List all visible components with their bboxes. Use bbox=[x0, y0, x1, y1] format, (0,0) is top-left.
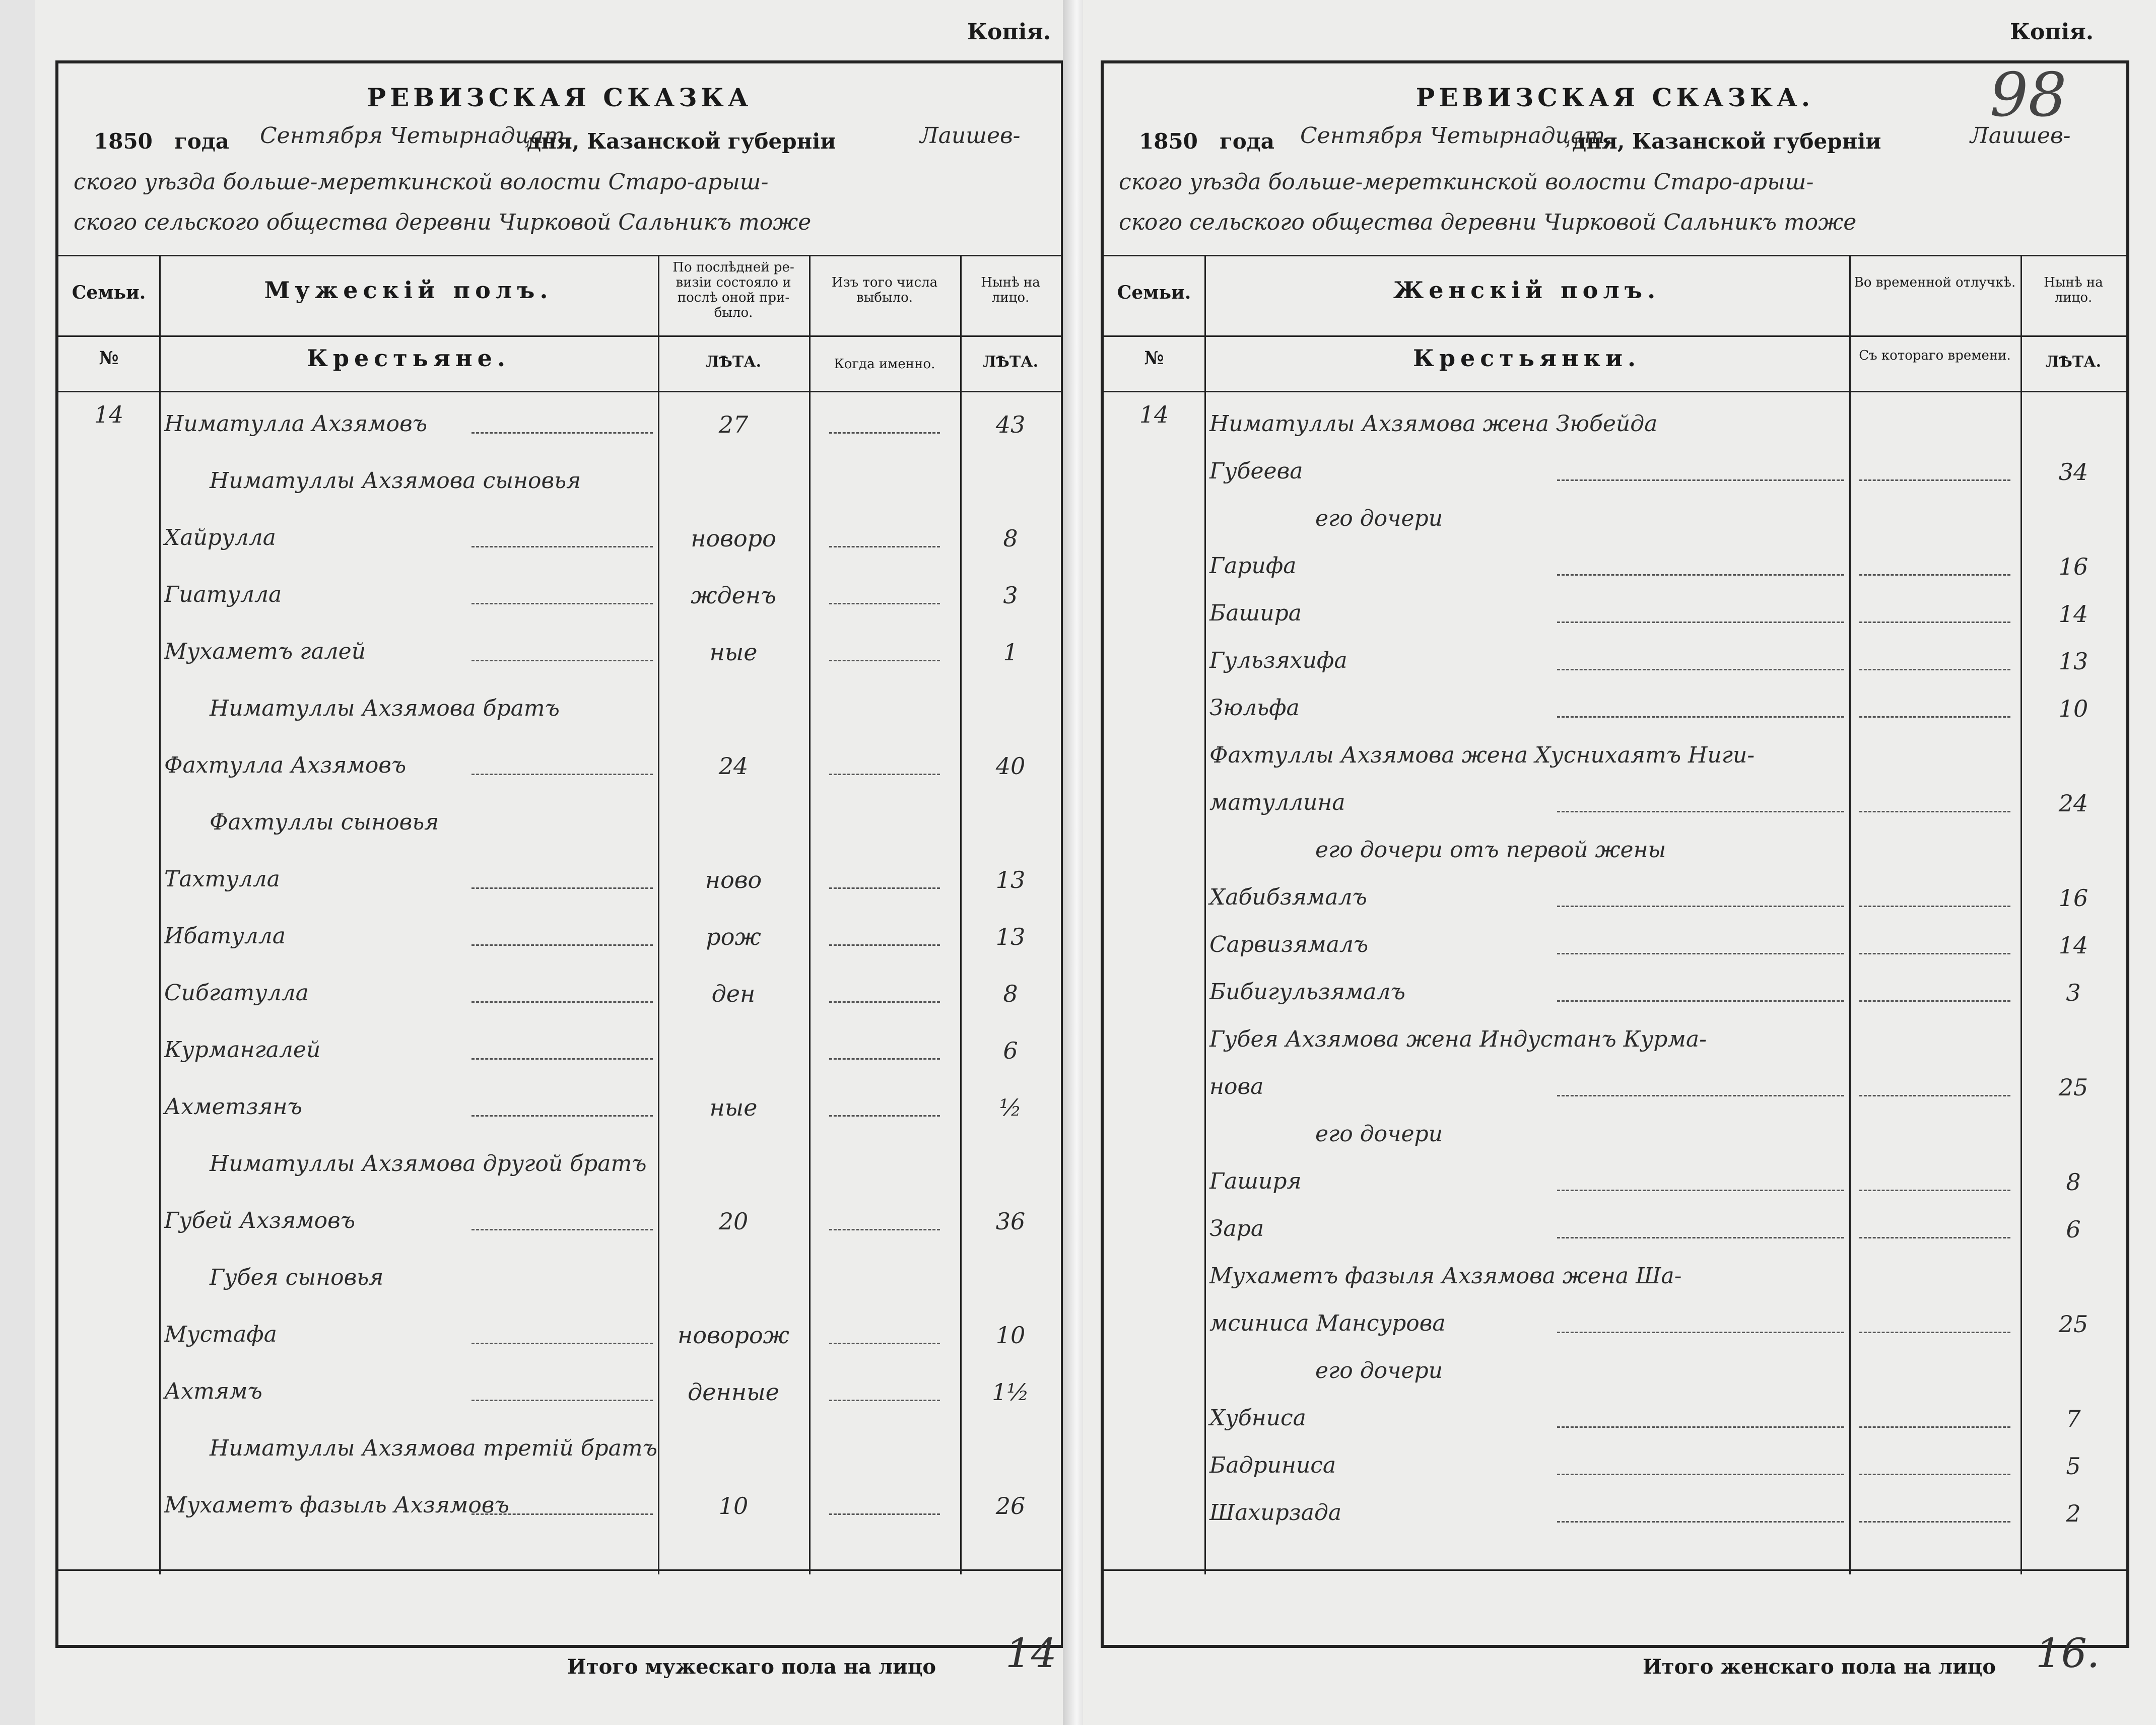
right-row-dash bbox=[1557, 906, 1844, 908]
right-row-now-age: 6 bbox=[2066, 1216, 2081, 1243]
right-row-dash bbox=[1557, 953, 1844, 955]
right-header-goda: года bbox=[1220, 129, 1274, 154]
left-row-name: Ниматулла Ахзямовъ bbox=[164, 411, 428, 437]
left-row-now-age: 1½ bbox=[992, 1378, 1029, 1406]
left-copy-label: Копія. bbox=[967, 19, 1051, 45]
left-header-hand-line3: ского сельского общества деревни Чирковой Сальникъ тоже bbox=[74, 210, 812, 235]
left-row-now-age: 26 bbox=[995, 1492, 1026, 1520]
left-sub-no: № bbox=[99, 348, 119, 369]
left-row-last-revision: денные bbox=[688, 1378, 779, 1406]
left-row-last-revision: ден bbox=[711, 980, 756, 1007]
right-row-otluchka-dash bbox=[1859, 1474, 2010, 1476]
left-sub-leta2: ЛѢТА. bbox=[982, 353, 1039, 371]
left-row-dash bbox=[471, 546, 653, 548]
right-copy-label: Копія. bbox=[2010, 19, 2094, 45]
right-row-name: Бибигульзямалъ bbox=[1209, 979, 1405, 1005]
right-row-dash bbox=[1557, 1190, 1844, 1192]
right-row-dash bbox=[1557, 479, 1844, 482]
right-header-hand-line2: ского уѣзда больше-мереткинской волости Старо-арыш- bbox=[1119, 169, 1814, 195]
left-row-now-age: 36 bbox=[995, 1208, 1026, 1235]
right-family-number: 14 bbox=[1139, 401, 1169, 428]
left-col-vybylo: Изъ того числа выбыло. bbox=[831, 275, 938, 305]
left-header-hand-line1: Лаишев- bbox=[920, 123, 1021, 149]
right-row-name: нова bbox=[1209, 1074, 1264, 1099]
left-row-dash bbox=[471, 1001, 653, 1004]
left-table-top-rule bbox=[58, 255, 1061, 256]
left-row-now-age: 6 bbox=[1003, 1037, 1018, 1064]
right-row-otluchka-dash bbox=[1859, 479, 2010, 482]
right-row-now-age: 13 bbox=[2058, 648, 2088, 675]
left-row-name: Хайрулла bbox=[164, 525, 276, 550]
right-total-value: 16. bbox=[2036, 1630, 2100, 1677]
left-row-name: Мухаметъ галей bbox=[164, 639, 366, 664]
right-row-now-age: 25 bbox=[2058, 1310, 2088, 1338]
right-header-year: 1850 bbox=[1139, 129, 1198, 154]
right-form-title: РЕВИЗСКАЯ СКАЗКА. bbox=[1416, 83, 1814, 112]
left-row-last-revision: 20 bbox=[718, 1208, 749, 1235]
right-row-now-age: 16 bbox=[2058, 553, 2088, 580]
right-col-divider-2 bbox=[1849, 255, 1851, 1574]
right-row-name: Сарвизямалъ bbox=[1209, 932, 1369, 957]
left-row-vybylo-dash bbox=[829, 944, 940, 947]
left-row-name: Ибатулла bbox=[164, 923, 286, 949]
right-row-name: Зюльфа bbox=[1209, 695, 1300, 721]
left-row-name: Мухаметъ фазыль Ахзямовъ bbox=[164, 1492, 509, 1518]
left-row-last-revision: ные bbox=[709, 1094, 758, 1121]
left-row-last-revision: ново bbox=[705, 866, 762, 893]
left-row-name: Фахтулла Ахзямовъ bbox=[164, 752, 407, 778]
right-row-otluchka-dash bbox=[1859, 1426, 2010, 1429]
right-header-hand-line1: Лаишев- bbox=[1970, 123, 2071, 149]
left-row-vybylo-dash bbox=[829, 1343, 940, 1345]
left-row-now-age: 8 bbox=[1003, 980, 1018, 1007]
right-row-name: Фахтуллы Ахзямова жена Хуснихаятъ Ниги- bbox=[1209, 742, 1755, 768]
left-family-number: 14 bbox=[94, 401, 124, 428]
left-row-dash bbox=[471, 1343, 653, 1345]
right-header-rule bbox=[1104, 335, 2126, 337]
left-row-dash bbox=[471, 432, 653, 435]
left-row-vybylo-dash bbox=[829, 660, 940, 662]
right-col-now: Нынѣ на лицо. bbox=[2044, 275, 2103, 305]
left-col-divider-1 bbox=[159, 255, 161, 1574]
right-row-dash bbox=[1557, 1521, 1844, 1524]
right-row-now-age: 3 bbox=[2066, 979, 2081, 1006]
right-row-name: его дочери bbox=[1315, 506, 1443, 531]
left-col-divider-4 bbox=[960, 255, 962, 1574]
left-row-last-revision: ные bbox=[709, 639, 758, 666]
right-row-dash bbox=[1557, 622, 1844, 624]
left-row-name: Ахметзянъ bbox=[164, 1094, 302, 1120]
left-row-name: Курмангалей bbox=[164, 1037, 321, 1063]
right-row-otluchka-dash bbox=[1859, 622, 2010, 624]
left-row-last-revision: жденъ bbox=[691, 582, 776, 609]
left-row-name: Мустафа bbox=[164, 1322, 277, 1347]
left-row-last-revision: новорож bbox=[678, 1322, 789, 1349]
left-row-dash bbox=[471, 1400, 653, 1402]
right-row-name: его дочери bbox=[1315, 1121, 1443, 1147]
right-sub-since: Съ котораго времени. bbox=[1859, 348, 2011, 363]
left-row-last-revision: новоро bbox=[691, 525, 776, 552]
right-row-now-age: 24 bbox=[2058, 790, 2088, 817]
right-row-name: его дочери bbox=[1315, 1358, 1443, 1384]
left-header-date-handwritten: Сентября Четырнадцат. bbox=[260, 123, 572, 149]
left-row-name: Губей Ахзямовъ bbox=[164, 1208, 356, 1233]
right-row-now-age: 16 bbox=[2058, 884, 2088, 912]
right-row-now-age: 14 bbox=[2058, 600, 2088, 628]
right-row-otluchka-dash bbox=[1859, 1190, 2010, 1192]
left-col-last-revision: По послѣдней ре-визіи состояло и послѣ оной при-было. bbox=[672, 260, 794, 320]
right-row-dash bbox=[1557, 1095, 1844, 1097]
left-row-vybylo-dash bbox=[829, 1058, 940, 1061]
right-header-date-handwritten: Сентября Четырнадцат. bbox=[1300, 123, 1612, 149]
left-subheader-rule bbox=[58, 391, 1061, 392]
left-header-hand-line2: ского уѣзда больше-мереткинской волости Старо-арыш- bbox=[74, 169, 769, 195]
left-row-now-age: 3 bbox=[1003, 582, 1018, 609]
left-row-vybylo-dash bbox=[829, 546, 940, 548]
left-row-name: Гиатулла bbox=[164, 582, 282, 607]
right-row-otluchka-dash bbox=[1859, 1332, 2010, 1334]
right-row-otluchka-dash bbox=[1859, 716, 2010, 719]
right-row-otluchka-dash bbox=[1859, 953, 2010, 955]
left-row-name: Ниматуллы Ахзямова другой братъ bbox=[210, 1151, 647, 1177]
right-row-now-age: 8 bbox=[2066, 1168, 2081, 1196]
right-row-otluchka-dash bbox=[1859, 906, 2010, 908]
left-row-vybylo-dash bbox=[829, 1115, 940, 1118]
left-row-now-age: 40 bbox=[995, 752, 1026, 780]
right-row-name: Ниматуллы Ахзямова жена Зюбейда bbox=[1209, 411, 1658, 437]
right-form-frame bbox=[1101, 60, 2129, 1679]
left-row-dash bbox=[471, 944, 653, 947]
right-row-name: Губеева bbox=[1209, 458, 1303, 484]
left-row-dash bbox=[471, 1058, 653, 1061]
right-row-dash bbox=[1557, 669, 1844, 671]
left-row-name: Ниматуллы Ахзямова третій братъ bbox=[210, 1435, 657, 1461]
left-row-now-age: ½ bbox=[999, 1094, 1022, 1121]
left-sub-leta: ЛѢТА. bbox=[705, 353, 762, 371]
left-row-vybylo-dash bbox=[829, 432, 940, 435]
right-row-now-age: 5 bbox=[2066, 1453, 2081, 1480]
left-col-divider-3 bbox=[809, 255, 811, 1574]
left-row-now-age: 8 bbox=[1003, 525, 1018, 552]
right-row-name: Шахирзада bbox=[1209, 1500, 1342, 1526]
left-row-vybylo-dash bbox=[829, 1229, 940, 1231]
right-table-top-rule bbox=[1104, 255, 2126, 256]
right-row-name: Губея Ахзямова жена Индустанъ Курма- bbox=[1209, 1026, 1707, 1052]
left-row-now-age: 43 bbox=[995, 411, 1026, 438]
right-sub-no: № bbox=[1144, 348, 1164, 369]
left-header-goda: года bbox=[174, 129, 229, 154]
right-row-now-age: 34 bbox=[2058, 458, 2088, 486]
right-header-hand-line3: ского сельского общества деревни Чирковой Сальникъ тоже bbox=[1119, 210, 1857, 235]
left-row-name: Тахтулла bbox=[164, 866, 280, 892]
left-row-vybylo-dash bbox=[829, 1001, 940, 1004]
right-sub-leta: ЛѢТА. bbox=[2045, 353, 2102, 371]
right-header-dnya: дня, Казанской губерніи bbox=[1572, 129, 1881, 154]
right-row-name: матуллина bbox=[1209, 790, 1345, 815]
right-row-dash bbox=[1557, 574, 1844, 577]
right-row-now-age: 7 bbox=[2066, 1405, 2081, 1432]
right-col-divider-3 bbox=[2020, 255, 2022, 1574]
right-row-otluchka-dash bbox=[1859, 1237, 2010, 1239]
left-row-dash bbox=[471, 1513, 653, 1516]
left-row-now-age: 10 bbox=[995, 1322, 1026, 1349]
right-row-dash bbox=[1557, 1332, 1844, 1334]
left-row-name: Ниматуллы Ахзямова братъ bbox=[210, 696, 560, 721]
left-row-dash bbox=[471, 1115, 653, 1118]
left-row-name: Ахтямъ bbox=[164, 1378, 262, 1404]
right-row-dash bbox=[1557, 1426, 1844, 1429]
right-col-otluchka: Во временной отлучкѣ. bbox=[1854, 275, 2016, 290]
left-col-semyi: Семьи. bbox=[72, 282, 146, 303]
right-row-name: Хабибзямалъ bbox=[1209, 884, 1367, 910]
right-row-now-age: 14 bbox=[2058, 932, 2088, 959]
right-row-name: мсиниса Мансурова bbox=[1209, 1310, 1446, 1336]
left-row-name: Фахтуллы сыновья bbox=[210, 809, 439, 835]
left-row-now-age: 13 bbox=[995, 866, 1026, 893]
left-col-now: Нынѣ на лицо. bbox=[981, 275, 1040, 305]
left-row-name: Сибгатулла bbox=[164, 980, 309, 1006]
right-row-dash bbox=[1557, 811, 1844, 813]
right-page bbox=[1083, 0, 2156, 1725]
left-row-now-age: 1 bbox=[1003, 639, 1018, 666]
right-row-now-age: 10 bbox=[2058, 695, 2088, 722]
left-row-last-revision: 10 bbox=[718, 1492, 749, 1520]
right-row-name: Башира bbox=[1209, 600, 1302, 626]
right-sub-main: Крестьянки. bbox=[1412, 344, 1641, 372]
right-subheader-rule bbox=[1104, 391, 2126, 392]
left-row-dash bbox=[471, 887, 653, 890]
left-row-dash bbox=[471, 660, 653, 662]
left-row-vybylo-dash bbox=[829, 1400, 940, 1402]
right-col-main: Женскій полъ. bbox=[1393, 277, 1661, 304]
left-row-vybylo-dash bbox=[829, 774, 940, 776]
left-row-now-age: 13 bbox=[995, 923, 1026, 950]
right-row-name: Гаширя bbox=[1209, 1168, 1302, 1194]
left-header-year: 1850 bbox=[94, 129, 153, 154]
left-table-bottom-rule bbox=[58, 1569, 1061, 1571]
left-sub-main: Крестьяне. bbox=[307, 344, 510, 372]
left-header-rule bbox=[58, 335, 1061, 337]
right-col-divider-1 bbox=[1204, 255, 1206, 1574]
right-row-otluchka-dash bbox=[1859, 811, 2010, 813]
right-row-otluchka-dash bbox=[1859, 669, 2010, 671]
right-col-semyi: Семьи. bbox=[1117, 282, 1191, 303]
left-row-dash bbox=[471, 603, 653, 605]
right-row-otluchka-dash bbox=[1859, 1000, 2010, 1003]
left-row-last-revision: рож bbox=[706, 923, 761, 950]
right-page-number-stamp: 98 bbox=[1990, 60, 2067, 130]
left-sub-kogda: Когда именно. bbox=[834, 357, 935, 372]
right-row-dash bbox=[1557, 716, 1844, 719]
left-form-title: РЕВИЗСКАЯ СКАЗКА bbox=[367, 83, 753, 112]
right-total-label: Итого женскаго пола на лицо bbox=[1643, 1655, 1996, 1679]
left-row-name: Ниматуллы Ахзямова сыновья bbox=[210, 468, 581, 494]
right-row-now-age: 2 bbox=[2066, 1500, 2081, 1527]
left-total-label: Итого мужескаго пола на лицо bbox=[567, 1655, 936, 1679]
right-row-name: Бадриниса bbox=[1209, 1453, 1336, 1478]
left-row-vybylo-dash bbox=[829, 603, 940, 605]
left-page bbox=[35, 0, 1078, 1725]
left-row-vybylo-dash bbox=[829, 887, 940, 890]
right-table-bottom-rule bbox=[1104, 1569, 2126, 1571]
right-row-name: Мухаметъ фазыля Ахзямова жена Ша- bbox=[1209, 1263, 1682, 1289]
left-row-dash bbox=[471, 1229, 653, 1231]
right-row-name: Хубниса bbox=[1209, 1405, 1306, 1431]
left-col-main: Мужескій полъ. bbox=[264, 277, 553, 304]
left-row-name: Губея сыновья bbox=[210, 1265, 384, 1290]
left-form-frame bbox=[55, 60, 1064, 1679]
left-col-divider-2 bbox=[658, 255, 659, 1574]
right-row-name: Гульзяхифа bbox=[1209, 648, 1348, 673]
left-row-dash bbox=[471, 774, 653, 776]
right-row-otluchka-dash bbox=[1859, 574, 2010, 577]
right-row-name: Зара bbox=[1209, 1216, 1264, 1241]
right-row-now-age: 25 bbox=[2058, 1074, 2088, 1101]
right-row-otluchka-dash bbox=[1859, 1521, 2010, 1524]
left-row-last-revision: 27 bbox=[718, 411, 749, 438]
left-row-last-revision: 24 bbox=[718, 752, 749, 780]
right-row-name: Гарифа bbox=[1209, 553, 1297, 579]
right-row-name: его дочери отъ первой жены bbox=[1315, 837, 1666, 863]
left-row-vybylo-dash bbox=[829, 1513, 940, 1516]
right-row-otluchka-dash bbox=[1859, 1095, 2010, 1097]
right-row-dash bbox=[1557, 1474, 1844, 1476]
right-row-dash bbox=[1557, 1000, 1844, 1003]
left-header-dnya: дня, Казанской губерніи bbox=[527, 129, 836, 154]
left-total-value: 14 bbox=[1005, 1630, 1057, 1677]
right-row-dash bbox=[1557, 1237, 1844, 1239]
